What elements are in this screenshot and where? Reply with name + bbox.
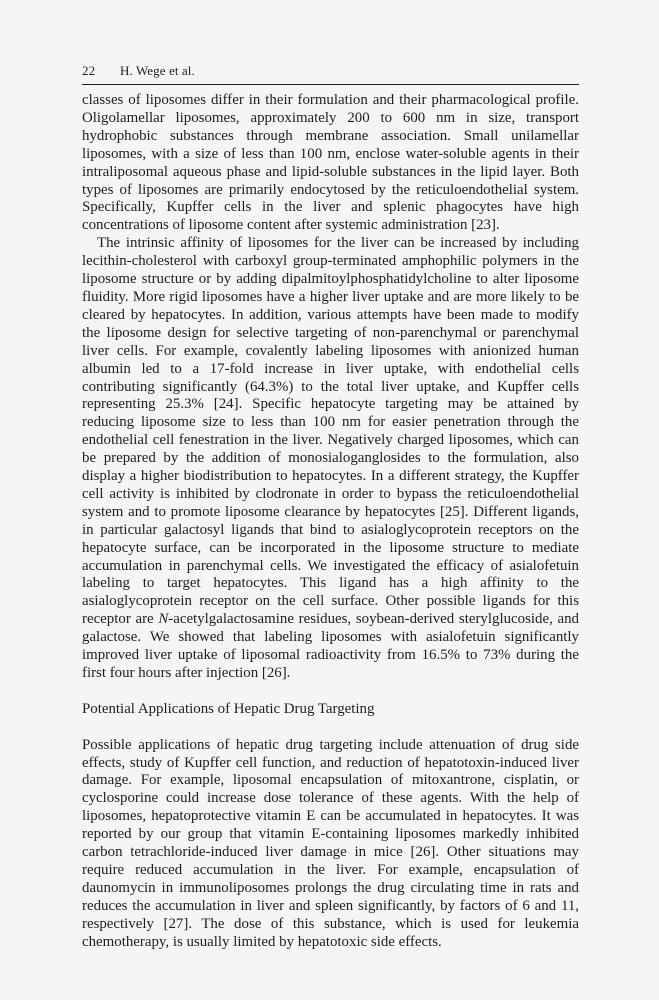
header-rule <box>82 84 579 85</box>
body-text <box>82 92 579 951</box>
italic-n-prefix: N <box>158 611 169 628</box>
paragraph-applications: Possible applications of hepatic drug targeting include attenuation of drug side effects, study of Kupffer cell function, and reduction of hepatotoxin-induced liver damage. For example, liposomal encapsulation of mitoxantrone, cisplatin, or cyclosporine could increase dose tolerance of these agents. With the help of liposomes, hepatoprotective vitamin E can be accumulated in hepatocytes. It was reported by our group that vitamin E-containing liposomes markedly inhibited carbon tetrachloride-induced liver damage in mice [26]. Other situations may require reduced accumulation in the liver. For example, encapsulation of daunomycin in immunoliposomes prolongs the drug circulating time in rats and reduces the accumulation in liver and spleen significantly, by factors of 6 and 11, respectively [27]. The dose of this substance, which is used for leukemia chemotherapy, is usually limited by hepatotoxic side effects. <box>82 736 579 950</box>
section-heading: Potential Applications of Hepatic Drug Targeting <box>82 700 375 717</box>
paragraph-liver-affinity-text-2: -acetylgalactosamine residues, soybean-derived sterylglucoside, and galactose. We showed that labeling liposomes with asialofetuin significantly improved liver uptake of liposomal radioactivity from 16.5% to 73% during the first four hours after injection [26]. <box>82 611 579 681</box>
paragraph-liposome-classes: classes of liposomes differ in their formulation and their pharmacological profile. Oligolamellar liposomes, approximately 200 to 600 nm in size, transport hydrophobic substances through membrane association. Small unilamellar liposomes, with a size of less than 100 nm, enclose water-soluble agents in their intraliposomal aqueous phase and lipid-soluble substances in the lipid layer. Both types of liposomes are primarily endocytosed by the reticuloendothelial system. Specifically, Kupffer cells in the liver and splenic phagocytes have high concentrations of liposome content after systemic administration [23]. <box>82 92 579 234</box>
paragraph-liver-affinity-text-1: The intrinsic affinity of liposomes for the liver can be increased by including lecithin-cholesterol with carboxyl group-terminated amphophilic polymers in the liposome structure or by adding dipalmitoylphosphatidylcholine to alter liposome fluidity. More rigid liposomes have a higher liver uptake and are more likely to be cleared by hepatocytes. In addition, various attempts have been made to modify the liposome design for selective targeting of non-parenchymal or parenchymal liver cells. For example, covalently labeling liposomes with anionized human albumin led to a 17-fold increase in liver uptake, with endothelial cells contributing significantly (64.3%) to the total liver uptake, and Kupffer cells representing 25.3% [24]. Specific hepatocyte targeting may be attained by reducing liposome size to less than 100 nm for easier penetration through the endothelial cell fenestration in the liver. Negatively charged liposomes, which can be prepared by the addition of monosialoganglosides to the formulation, also display a higher biodistribution to hepatocytes. In a different strategy, the Kupffer cell activity is inhibited by clodronate in order to bypass the reticuloendothelial system and to promote liposome clearance by hepatocytes [25]. Different ligands, in particular galactosyl ligands that bind to asialoglycoprotein receptors on the hepatocyte surface, can be incorporated in the liposome structure to mediate accumulation in parenchymal cells. We investigated the efficacy of asialofetuin labeling to target hepatocytes. This ligand has a high affinity to the asialoglycoprotein receptor on the cell surface. Other possible ligands for this receptor are <box>82 235 579 628</box>
page-number: 22 <box>82 63 96 78</box>
running-head-authors: H. Wege et al. <box>120 63 195 78</box>
running-head <box>82 63 195 79</box>
paragraph-liver-affinity <box>82 235 579 683</box>
